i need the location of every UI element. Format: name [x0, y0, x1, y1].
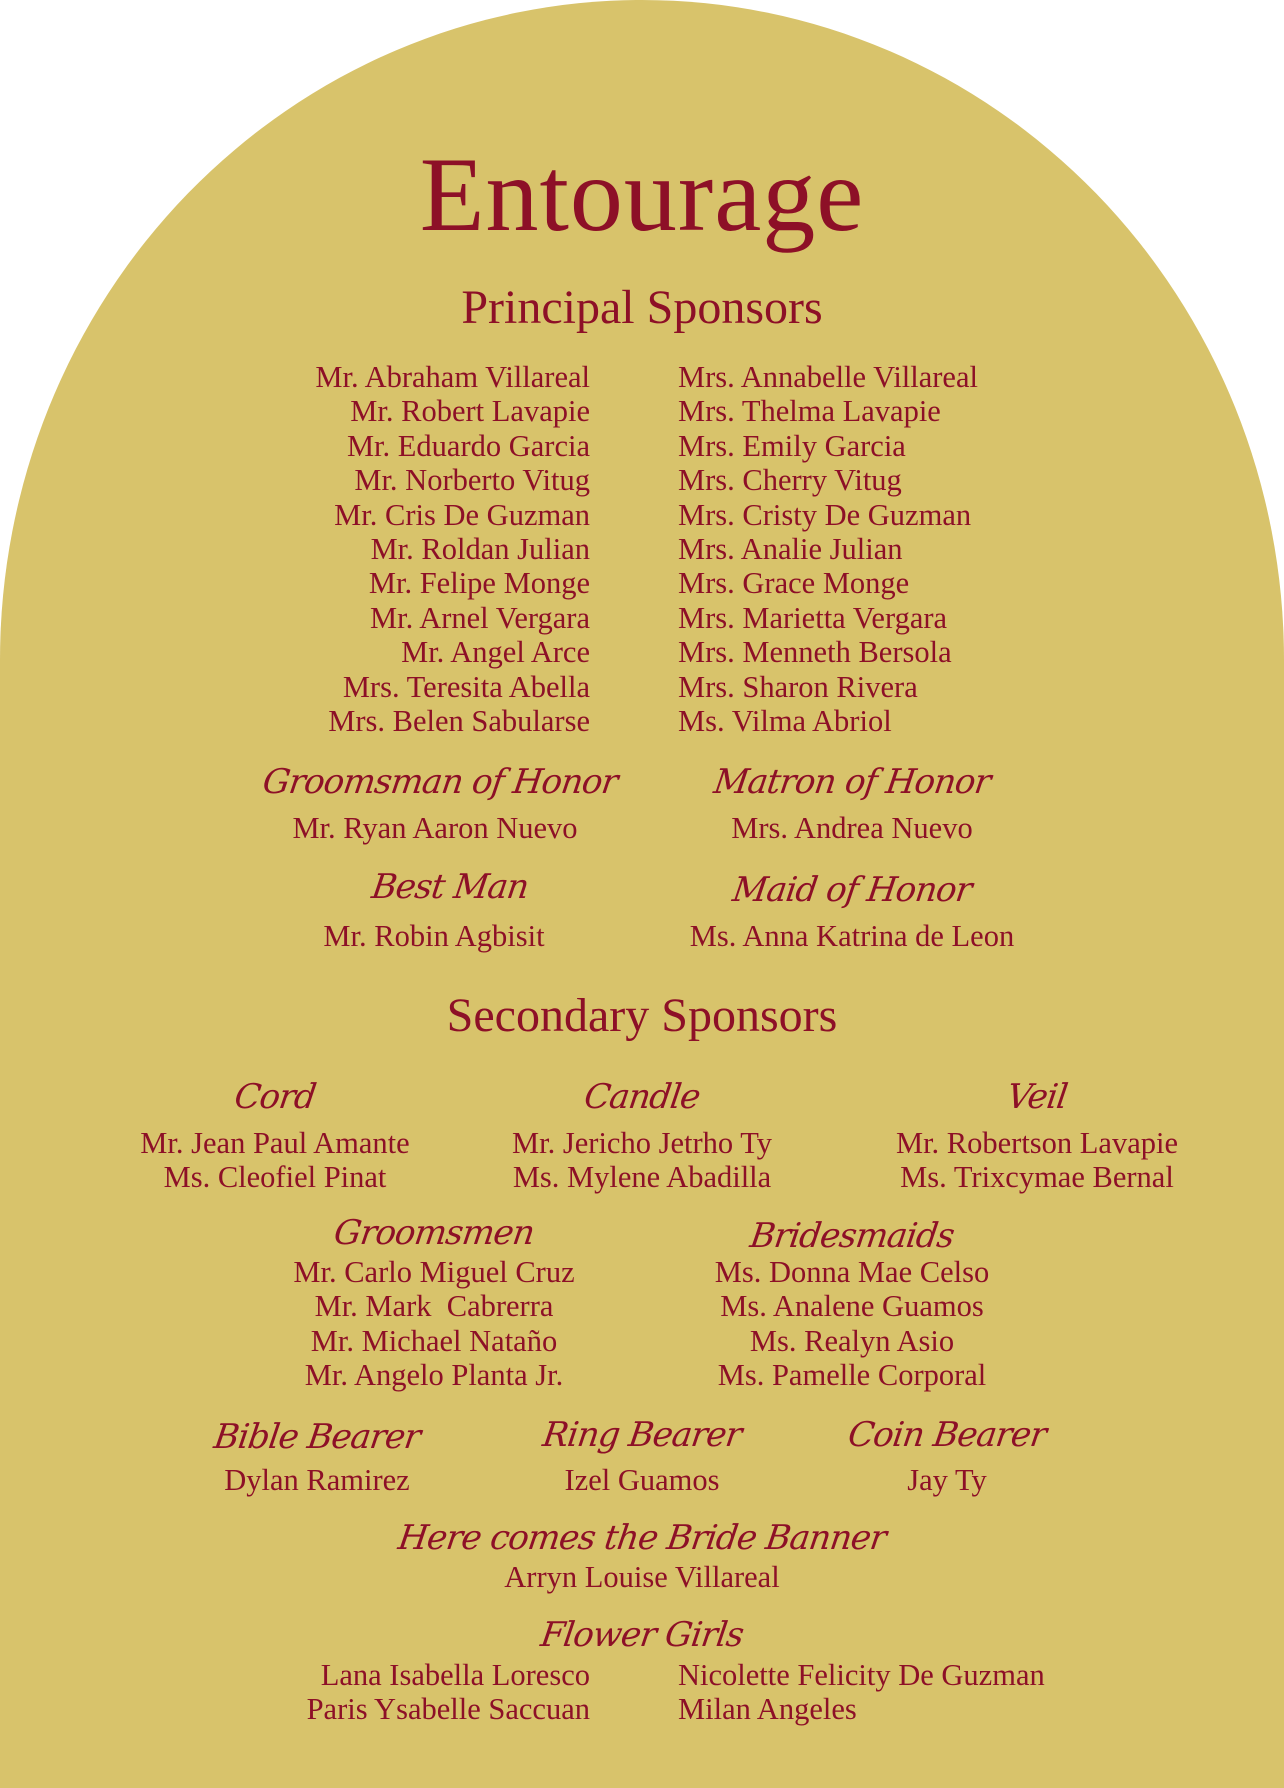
- list-item: Mrs. Grace Monge: [678, 566, 910, 601]
- list-item: Mr. Eduardo Garcia: [346, 428, 590, 463]
- list-item: Ms. Donna Mae Celso: [714, 1255, 990, 1289]
- list-item: Mrs. Marietta Vergara: [678, 600, 948, 635]
- list-item: Ms. Pamelle Corporal: [717, 1358, 987, 1393]
- cord-label: Cord: [231, 1077, 319, 1117]
- principal-sponsors-heading: Principal Sponsors: [461, 281, 823, 334]
- list-item: Mr. Carlo Miguel Cruz: [293, 1255, 575, 1289]
- bridesmaids-label: Bridesmaids: [747, 1216, 957, 1256]
- list-item: Mrs. Sharon Rivera: [678, 669, 918, 704]
- bride-banner-name: Arryn Louise Villareal: [504, 1560, 780, 1594]
- list-item: Mrs. Teresita Abella: [342, 669, 590, 704]
- veil-sponsor-2: Ms. Trixcymae Bernal: [900, 1160, 1174, 1194]
- list-item: Mr. Arnel Vergara: [370, 600, 590, 635]
- list-item: Mr. Roldan Julian: [370, 532, 590, 567]
- bible-bearer-label: Bible Bearer: [211, 1417, 423, 1457]
- list-item: Milan Angeles: [678, 1692, 857, 1727]
- bible-bearer-name: Dylan Ramirez: [224, 1463, 410, 1497]
- matron-of-honor-label: Matron of Honor: [711, 762, 993, 802]
- flower-girls-label: Flower Girls: [538, 1615, 746, 1655]
- list-item: Mrs. Belen Sabularse: [328, 704, 590, 739]
- list-item: Lana Isabella Loresco: [320, 1658, 590, 1692]
- best-man-name: Mr. Robin Agbisit: [323, 919, 545, 953]
- list-item: Mrs. Emily Garcia: [678, 428, 906, 463]
- list-item: Ms. Realyn Asio: [749, 1323, 955, 1358]
- list-item: Nicolette Felicity De Guzman: [678, 1658, 1045, 1692]
- list-item: Mr. Felipe Monge: [368, 566, 590, 601]
- ring-bearer-label: Ring Bearer: [540, 1415, 744, 1455]
- list-item: Mr. Cris De Guzman: [334, 497, 590, 532]
- list-item: Mr. Robert Lavapie: [350, 394, 590, 429]
- list-item: Mrs. Thelma Lavapie: [678, 394, 941, 429]
- bride-banner-label: Here comes the Bride Banner: [395, 1518, 889, 1558]
- maid-of-honor-label: Maid of Honor: [730, 870, 974, 910]
- list-item: Mr. Abraham Villareal: [315, 360, 590, 394]
- list-item: Ms. Analene Guamos: [720, 1289, 984, 1324]
- candle-sponsor-1: Mr. Jericho Jetrho Ty: [512, 1126, 772, 1160]
- list-item: Mrs. Menneth Bersola: [678, 635, 952, 670]
- list-item: Ms. Vilma Abriol: [678, 704, 892, 739]
- list-item: Mr. Angel Arce: [401, 635, 590, 670]
- list-item: Mrs. Analie Julian: [678, 532, 903, 567]
- flower-girls-left-list: [190, 1658, 590, 1727]
- candle-label: Candle: [581, 1077, 703, 1117]
- list-item: Mrs. Annabelle Villareal: [678, 360, 978, 394]
- cord-sponsor-2: Ms. Cleofiel Pinat: [163, 1160, 387, 1194]
- list-item: Mrs. Cherry Vitug: [678, 463, 902, 498]
- groomsman-of-honor-name: Mr. Ryan Aaron Nuevo: [292, 811, 578, 845]
- matron-of-honor-name: Mrs. Andrea Nuevo: [731, 811, 973, 845]
- best-man-label: Best Man: [369, 867, 531, 907]
- list-item: Mr. Michael Nataño: [310, 1323, 558, 1358]
- page-title: Entourage: [419, 136, 865, 253]
- candle-sponsor-2: Ms. Mylene Abadilla: [512, 1160, 772, 1194]
- coin-bearer-name: Jay Ty: [907, 1463, 987, 1497]
- flower-girls-right-list: [678, 1658, 1138, 1727]
- ring-bearer-name: Izel Guamos: [564, 1463, 720, 1497]
- cord-sponsor-1: Mr. Jean Paul Amante: [140, 1126, 410, 1160]
- bridesmaids-list: [652, 1255, 1052, 1393]
- veil-label: Veil: [1004, 1077, 1070, 1117]
- groomsmen-list: [234, 1255, 634, 1393]
- veil-sponsor-1: Mr. Robertson Lavapie: [895, 1126, 1179, 1160]
- maid-of-honor-name: Ms. Anna Katrina de Leon: [689, 919, 1015, 953]
- list-item: Mr. Norberto Vitug: [354, 463, 590, 498]
- list-item: Mrs. Cristy De Guzman: [678, 497, 972, 532]
- principal-sponsors-left-list: [190, 360, 590, 738]
- list-item: Mr. Angelo Planta Jr.: [304, 1358, 564, 1393]
- secondary-sponsors-heading: Secondary Sponsors: [446, 989, 838, 1042]
- list-item: Paris Ysabelle Saccuan: [306, 1692, 590, 1727]
- groomsmen-label: Groomsmen: [331, 1213, 537, 1253]
- principal-sponsors-right-list: [678, 360, 1098, 738]
- coin-bearer-label: Coin Bearer: [845, 1415, 1049, 1455]
- groomsman-of-honor-label: Groomsman of Honor: [260, 762, 620, 802]
- list-item: Mr. Mark Cabrerra: [314, 1289, 554, 1324]
